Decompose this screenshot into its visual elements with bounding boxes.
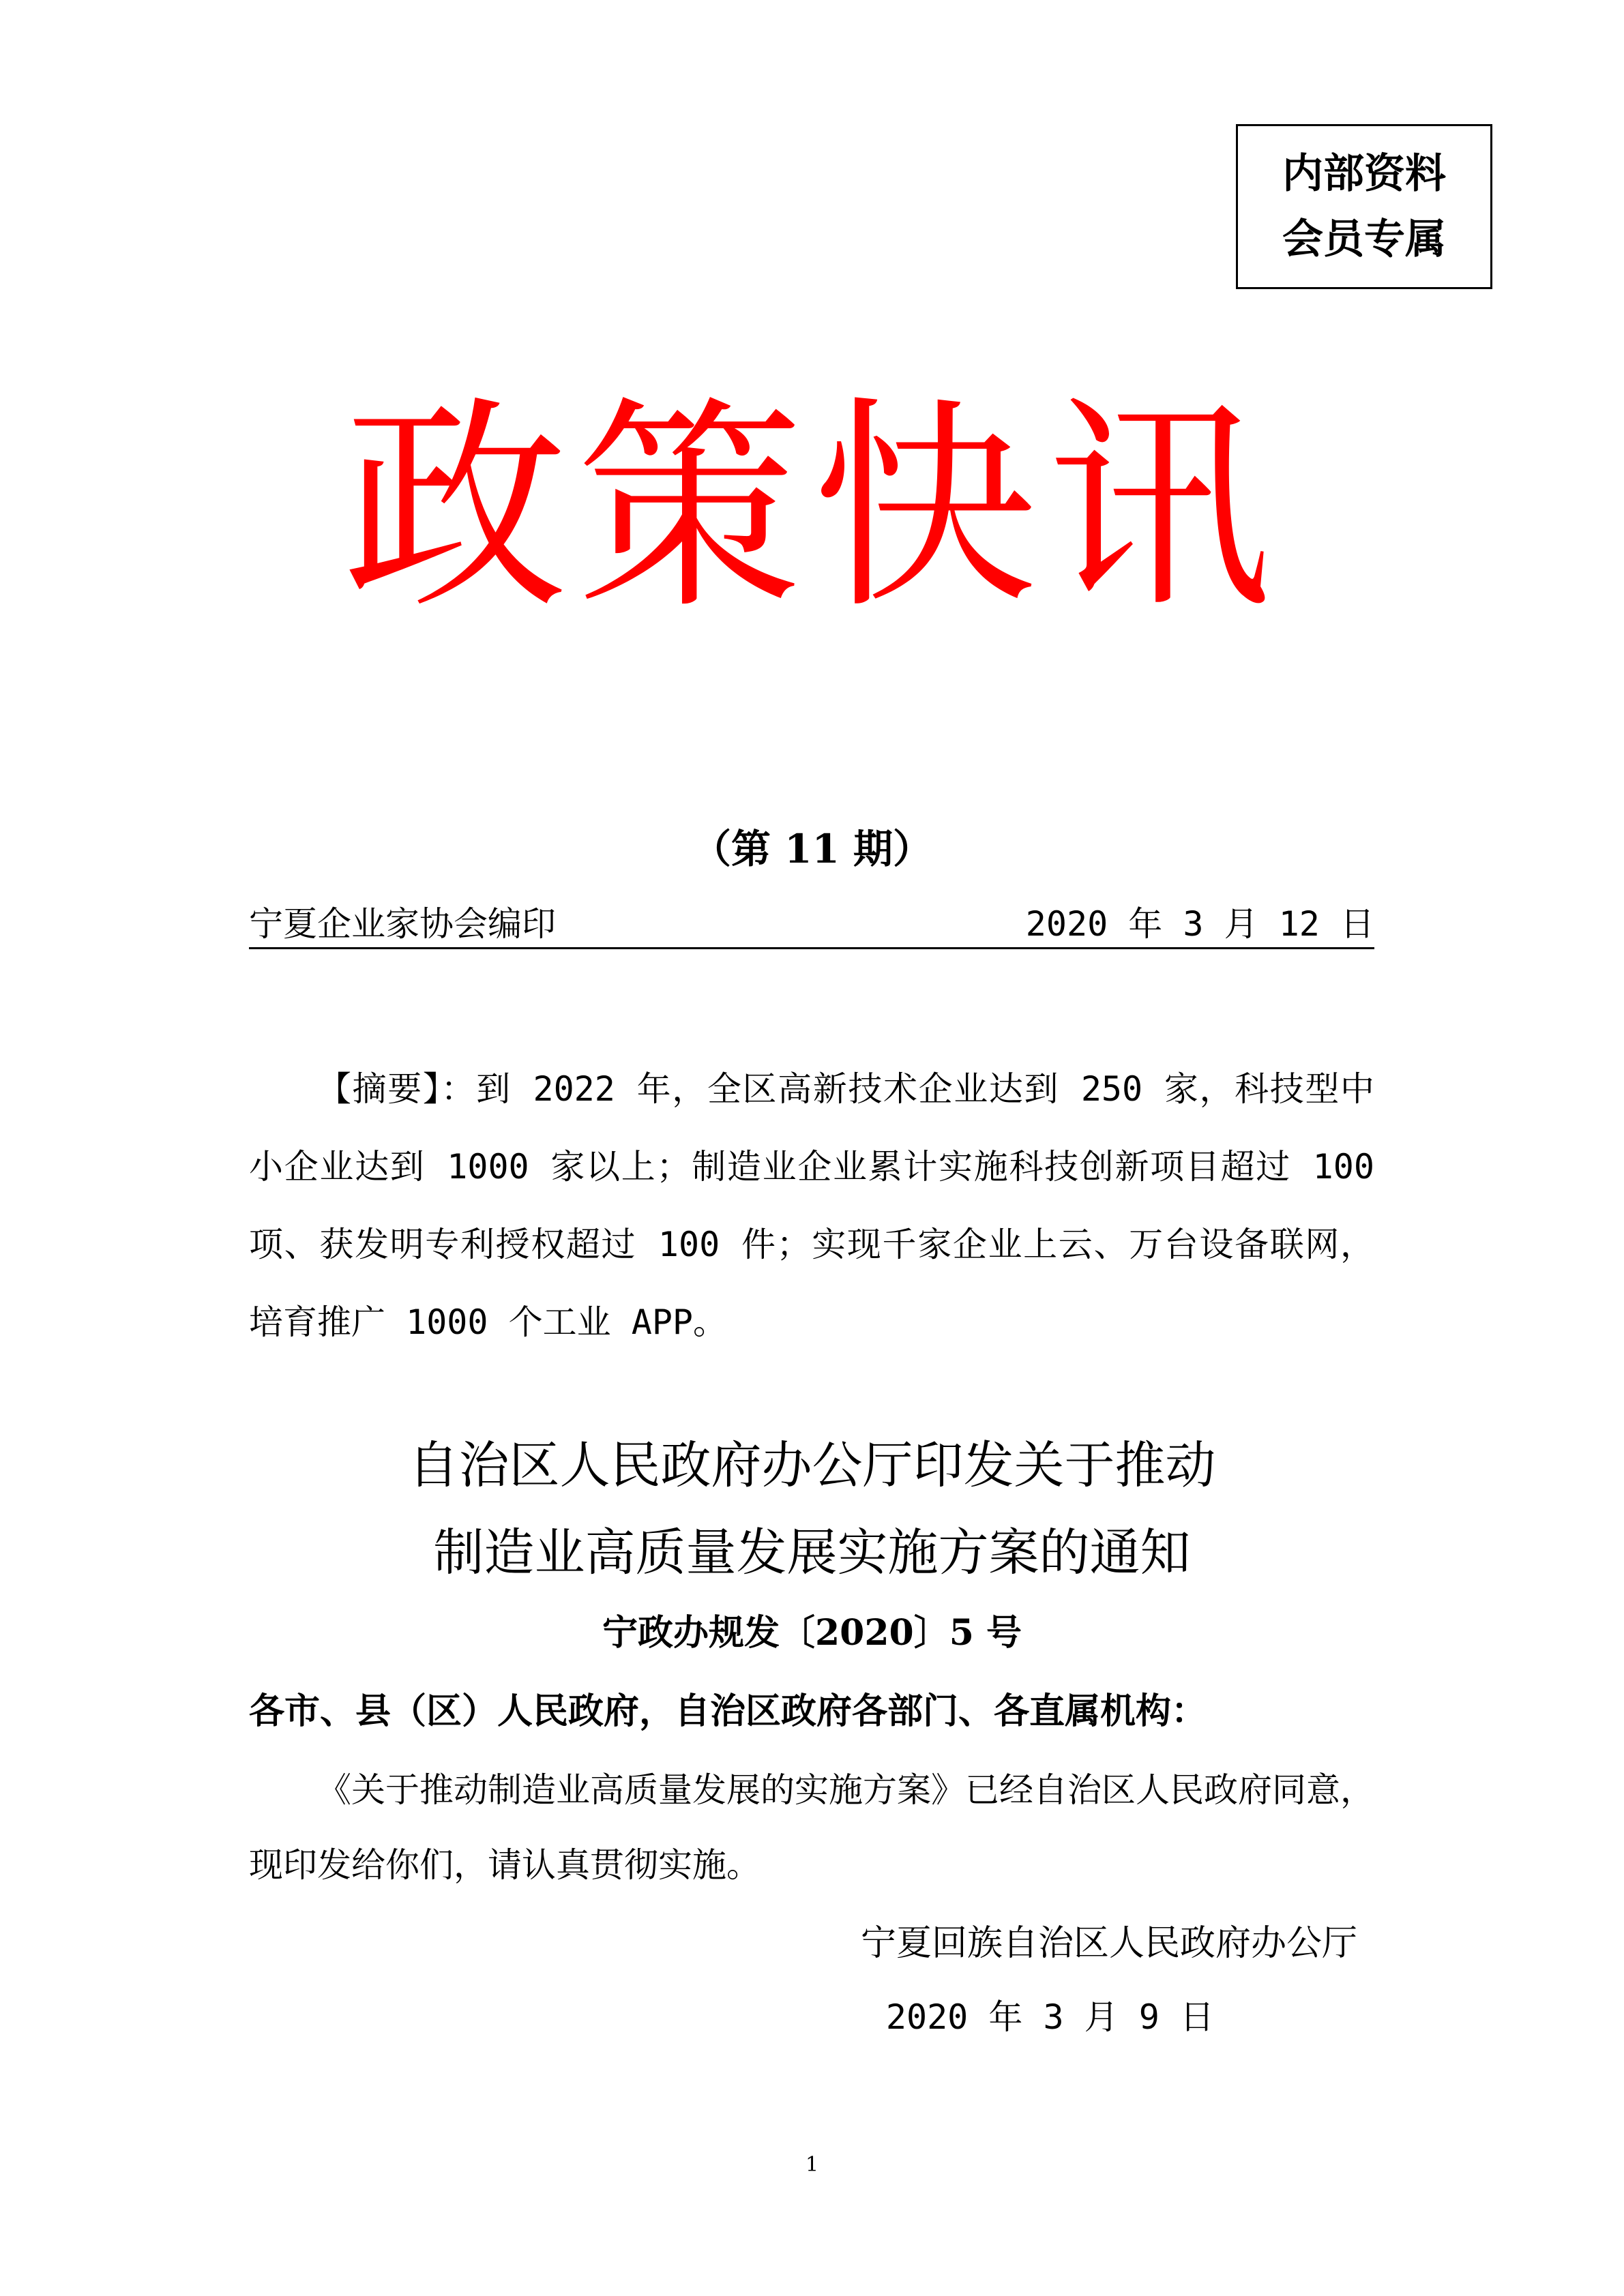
signing-date: 2020 年 3 月 9 日	[885, 1997, 1214, 2037]
abstract-paragraph: 【摘要】：到 2022 年，全区高新技术企业达到 250 家，科技型中小企业达到 1000 家以上；制造业企业累计实施科技创新项目超过 100 项、获发明专利授权超过 100 件；实现千家企业上云、万台设备联网，培育推广 1000 个工业 APP。	[249, 1069, 1374, 1342]
notice-body: 《关于推动制造业高质量发展的实施方案》已经自治区人民政府同意，现印发给你们，请认真贯彻实施。	[249, 1770, 1374, 1885]
document-title-line-2: 制造业高质量发展实施方案的通知	[433, 1523, 1191, 1582]
document-number: 宁政办规发〔2020〕5 号	[602, 1612, 1022, 1654]
publication-line	[249, 900, 1374, 949]
publisher: 宁夏企业家协会编印	[249, 904, 556, 944]
issuing-office: 宁夏回族自治区人民政府办公厅	[860, 1923, 1357, 1964]
document-title	[0, 1422, 1624, 1596]
stamp-line-2: 会员专属	[1282, 215, 1446, 263]
stamp-line-1: 内部资料	[1282, 150, 1446, 198]
addressee: 各市、县（区）人民政府，自治区政府各部门、各直属机构：	[249, 1690, 1207, 1732]
internal-material-stamp	[1236, 124, 1492, 289]
issue-number: （第 11 期）	[691, 826, 933, 872]
masthead-title: 政策快讯	[342, 377, 1282, 639]
publication-date: 2020 年 3 月 12 日	[1025, 904, 1374, 944]
document-title-line-1: 自治区人民政府办公厅印发关于推动	[408, 1436, 1216, 1495]
page-number: 1	[805, 2153, 819, 2177]
